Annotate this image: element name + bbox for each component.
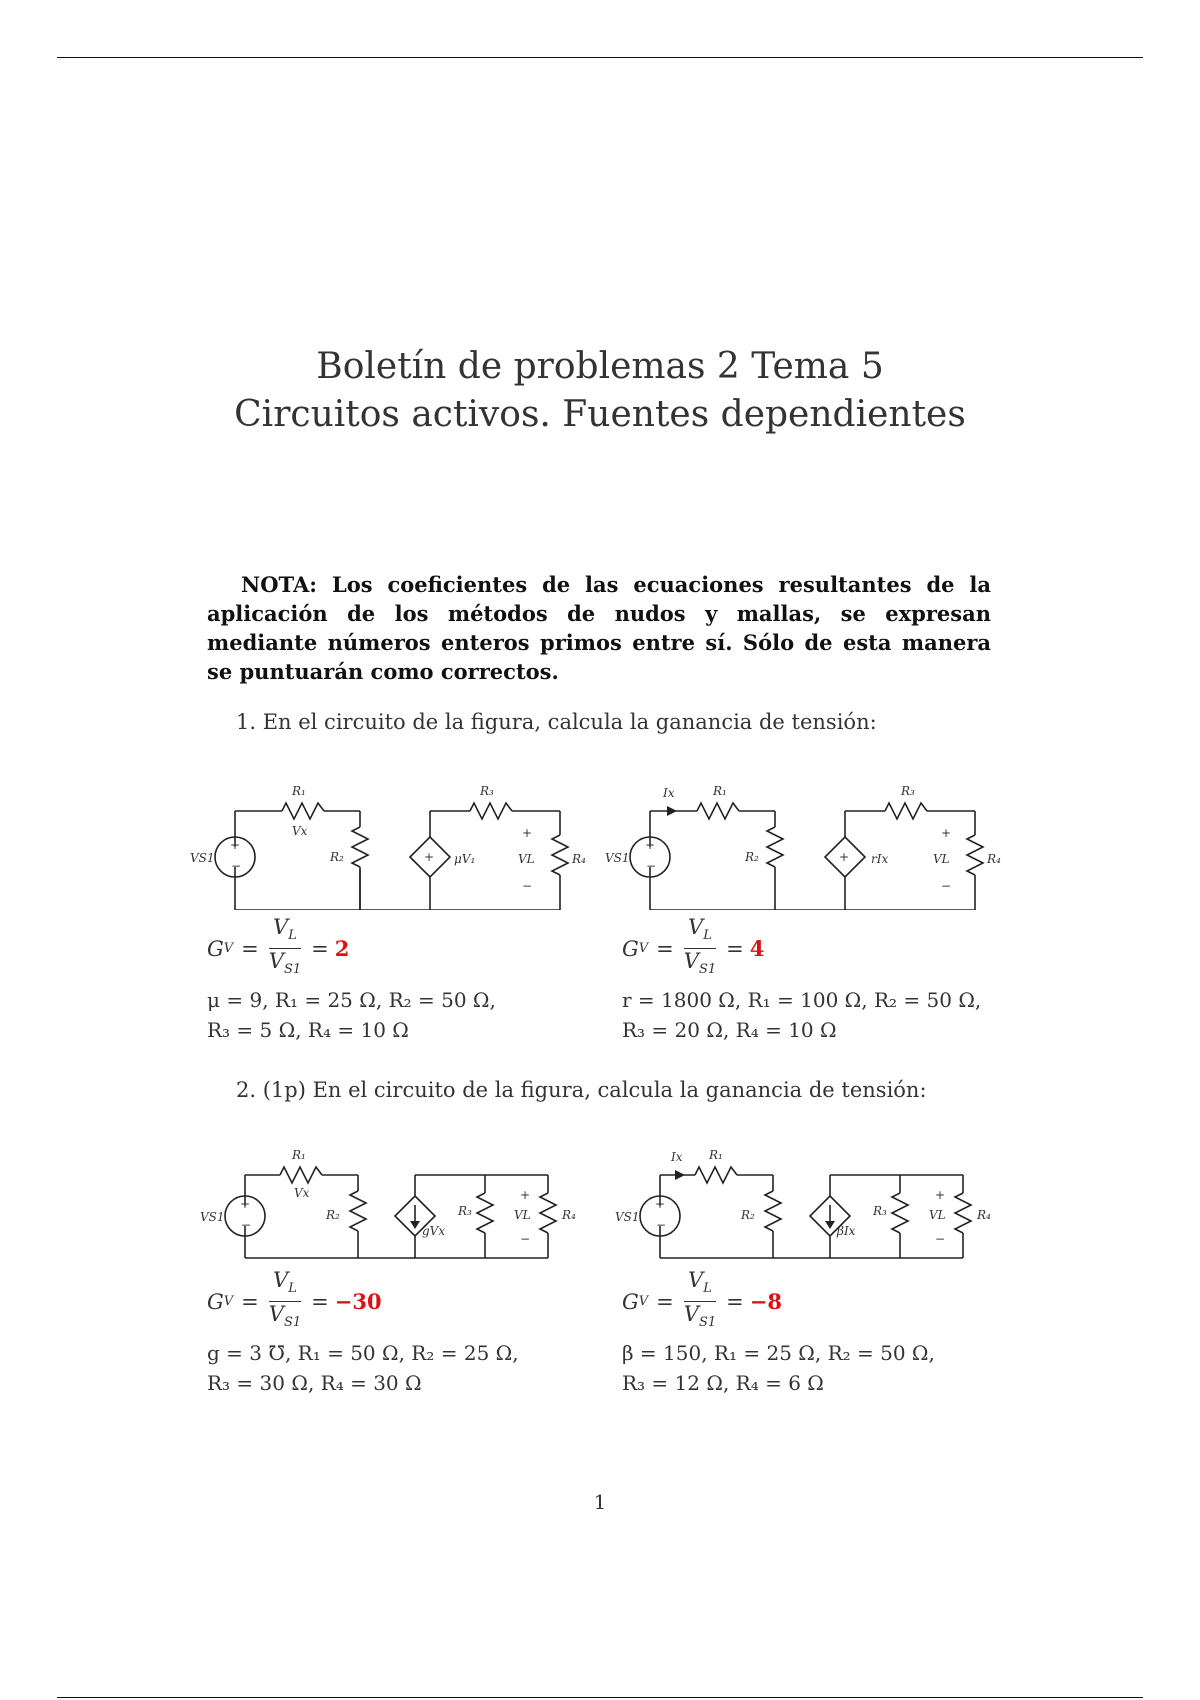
gain-equation-1b: G V = $\frac{V_L}{V_{S1}}$ = 4	[622, 915, 764, 982]
label-r1: R₁	[292, 784, 306, 798]
top-rule	[57, 57, 1143, 58]
denominator: V	[683, 1302, 699, 1327]
label-dep-source: gVx	[422, 1224, 446, 1238]
minus-sign: −	[520, 1232, 531, 1246]
plus-sign: +	[424, 850, 435, 864]
minus-sign: −	[231, 859, 242, 873]
down-arrow-icon	[410, 1221, 420, 1229]
minus-sign: −	[935, 1232, 946, 1246]
gv-subscript: V	[638, 1294, 649, 1310]
label-vs1: VS1	[200, 1210, 225, 1224]
page-number: 1	[593, 1490, 607, 1514]
label-vl: VL	[518, 852, 535, 866]
resistor-r3	[470, 803, 512, 819]
gv-symbol: G	[622, 1289, 639, 1314]
plus-sign: +	[935, 1188, 946, 1202]
label-vl: VL	[514, 1208, 531, 1222]
label-r4: R₄	[977, 1208, 991, 1222]
label-dep-source: rIx	[871, 852, 889, 866]
params-2b	[622, 1338, 994, 1398]
numerator: V	[688, 1268, 704, 1292]
resistor-r2	[767, 827, 783, 867]
denominator: V	[683, 949, 699, 974]
gv-subscript: V	[638, 941, 649, 957]
params-line-1: β = 150, R₁ = 25 Ω, R₂ = 50 Ω,	[622, 1341, 935, 1365]
params-2a	[207, 1338, 579, 1398]
current-arrow	[675, 1170, 685, 1180]
plus-sign: +	[522, 826, 533, 840]
plus-sign: +	[645, 838, 656, 852]
resistor-r1	[695, 1167, 737, 1183]
label-r4: R₄	[572, 852, 586, 866]
nota-paragraph	[207, 570, 991, 686]
current-arrow	[667, 806, 677, 816]
numerator: V	[273, 1268, 289, 1292]
resistor-r3	[477, 1193, 493, 1233]
wire	[235, 867, 360, 910]
resistor-r3	[885, 803, 927, 819]
params-line-1: r = 1800 Ω, R₁ = 100 Ω, R₂ = 50 Ω,	[622, 988, 982, 1012]
gain-equation-2b: G V = $\frac{V_L}{V_{S1}}$ = −8	[622, 1268, 782, 1335]
label-r2: R₂	[741, 1208, 755, 1222]
bottom-rule	[57, 1697, 1143, 1698]
label-r1: R₁	[292, 1148, 306, 1162]
nota-text: NOTA: Los coeficientes de las ecuaciones resultantes de la aplicación de los métodos de nudos y mallas, se expresan mediante números enteros primos entre sí. Sólo de esta manera se puntuarán como correctos.	[207, 572, 991, 684]
down-arrow-icon	[825, 1221, 835, 1229]
gv-subscript: V	[223, 1294, 234, 1310]
resistor-r4	[540, 1193, 556, 1233]
label-dep-source: μV₁	[454, 852, 476, 866]
gain-result: 2	[334, 936, 350, 962]
label-r1: R₁	[709, 1148, 723, 1162]
gv-subscript: V	[223, 941, 234, 957]
numerator-sub: L	[288, 1281, 297, 1297]
circuit-1a	[190, 775, 590, 910]
label-r3: R₃	[873, 1204, 887, 1218]
fraction	[265, 1268, 305, 1335]
gain-result: −30	[334, 1289, 382, 1315]
plus-sign: +	[230, 838, 241, 852]
label-r3: R₃	[458, 1204, 472, 1218]
gv-symbol: G	[207, 1289, 224, 1314]
denominator: V	[268, 1302, 284, 1327]
numerator: V	[688, 915, 704, 939]
label-r4: R₄	[987, 852, 1001, 866]
minus-sign: −	[522, 879, 533, 893]
problem-1-statement: 1. En el circuito de la figura, calcula la ganancia de tensión:	[236, 710, 877, 734]
params-line-1: g = 3 ℧, R₁ = 50 Ω, R₂ = 25 Ω,	[207, 1341, 519, 1365]
denominator-sub: S1	[283, 1315, 302, 1331]
resistor-r1	[282, 803, 324, 819]
denominator-sub: S1	[698, 962, 717, 978]
params-line-2: R₃ = 30 Ω, R₄ = 30 Ω	[207, 1371, 422, 1395]
gv-symbol: G	[622, 936, 639, 961]
plus-sign: +	[240, 1197, 251, 1211]
fraction	[680, 915, 720, 982]
numerator-sub: L	[703, 928, 712, 944]
params-line-1: μ = 9, R₁ = 25 Ω, R₂ = 50 Ω,	[207, 988, 496, 1012]
label-vs1: VS1	[190, 851, 215, 865]
resistor-r3	[892, 1193, 908, 1233]
params-1b	[622, 985, 994, 1045]
gain-equation-1a: G V = $\frac{V_L}{V_{S1}}$ = 2	[207, 915, 349, 982]
params-line-2: R₃ = 12 Ω, R₄ = 6 Ω	[622, 1371, 824, 1395]
circuit-2b	[615, 1145, 1005, 1265]
resistor-r4	[955, 1193, 971, 1233]
plus-sign: +	[520, 1188, 531, 1202]
title-line-2: Circuitos activos. Fuentes dependientes	[234, 394, 966, 435]
label-ix: Ix	[671, 1150, 683, 1164]
gv-symbol: G	[207, 936, 224, 961]
denominator-sub: S1	[698, 1315, 717, 1331]
title-line-1: Boletín de problemas 2 Tema 5	[316, 346, 884, 387]
denominator: V	[268, 949, 284, 974]
minus-sign: −	[646, 859, 657, 873]
label-r1: R₁	[713, 784, 727, 798]
fraction	[680, 1268, 720, 1335]
minus-sign: −	[941, 879, 952, 893]
resistor-r2	[765, 1191, 781, 1231]
label-vl: VL	[933, 852, 950, 866]
label-vl: VL	[929, 1208, 946, 1222]
resistor-r4	[552, 835, 568, 875]
numerator-sub: L	[288, 928, 297, 944]
denominator-sub: S1	[283, 962, 302, 978]
label-vx: Vx	[294, 1186, 310, 1200]
plus-sign: +	[839, 850, 850, 864]
label-r2: R₂	[326, 1208, 340, 1222]
label-r4: R₄	[562, 1208, 576, 1222]
params-1a	[207, 985, 579, 1045]
minus-sign: −	[241, 1218, 252, 1232]
label-r2: R₂	[745, 850, 759, 864]
label-r3: R₃	[901, 784, 915, 798]
gain-equation-2a: G V = $\frac{V_L}{V_{S1}}$ = −30	[207, 1268, 382, 1335]
resistor-r2	[352, 827, 368, 867]
plus-sign: +	[941, 826, 952, 840]
gain-result: −8	[749, 1289, 782, 1315]
label-r2: R₂	[330, 850, 344, 864]
circuit-1b	[605, 775, 1005, 910]
label-dep-source: βIx	[837, 1224, 856, 1238]
params-line-2: R₃ = 5 Ω, R₄ = 10 Ω	[207, 1018, 409, 1042]
label-vx: Vx	[292, 824, 308, 838]
resistor-r1	[697, 803, 739, 819]
plus-sign: +	[655, 1197, 666, 1211]
label-vs1: VS1	[605, 851, 630, 865]
label-r3: R₃	[480, 784, 494, 798]
minus-sign: −	[656, 1218, 667, 1232]
numerator-sub: L	[703, 1281, 712, 1297]
circuit-2a	[200, 1145, 590, 1265]
label-vs1: VS1	[615, 1210, 640, 1224]
resistor-r2	[350, 1191, 366, 1231]
label-ix: Ix	[663, 786, 675, 800]
numerator: V	[273, 915, 289, 939]
resistor-r1	[280, 1167, 322, 1183]
resistor-r4	[967, 835, 983, 875]
gain-result: 4	[749, 936, 765, 962]
params-line-2: R₃ = 20 Ω, R₄ = 10 Ω	[622, 1018, 837, 1042]
fraction	[265, 915, 305, 982]
problem-2-statement: 2. (1p) En el circuito de la figura, calcula la ganancia de tensión:	[236, 1078, 927, 1102]
